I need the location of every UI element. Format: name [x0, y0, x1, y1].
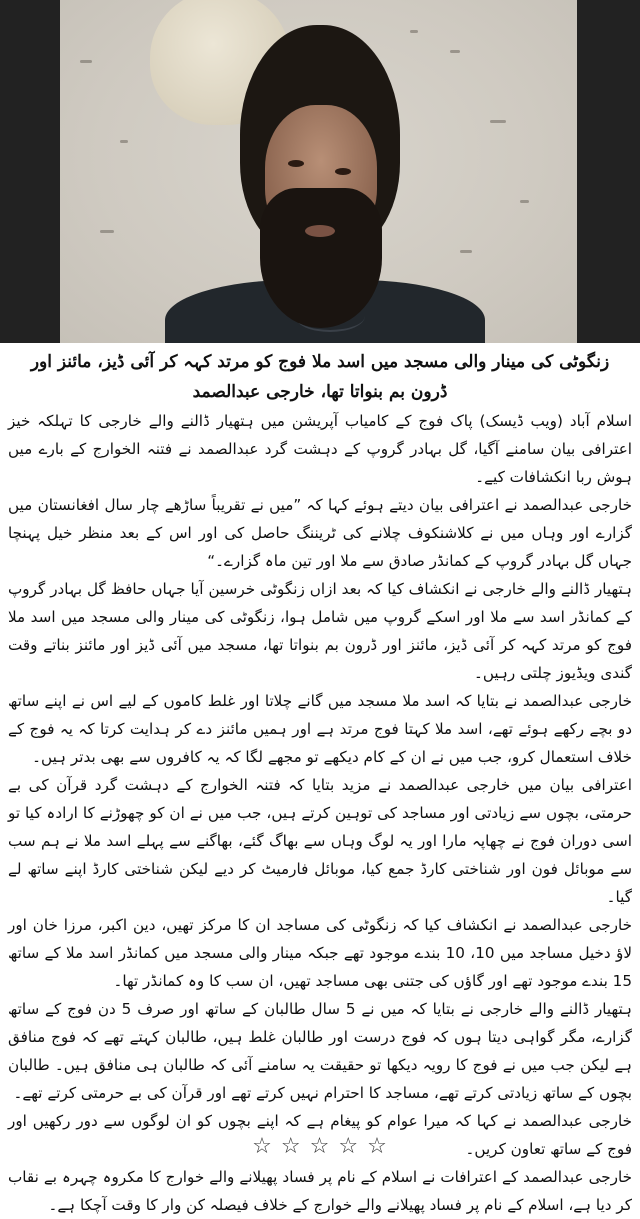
person-eye-left [288, 160, 304, 167]
wall-texture [80, 60, 92, 63]
wall-texture [520, 200, 529, 203]
article-paragraph: اعترافی بیان میں خارجی عبدالصمد نے مزید بتایا کہ فتنہ الخوارج کے دہشت گرد قرآن کی بے حرمتی، بچوں سے زیادتی اور مساجد کی توہین کرتے ہیں، جب میں نے ان کو چھوڑنے کا ارادہ کیا تو اسی دوران فوج نے چھاپہ مارا اور یہ لوگ وہاں سے بھاگ گئے، بھاگنے سے پہلے اسد ملا نے ہم سب سے موبائل فون اور شناختی کارڈ جمع کیا، موبائل فارمیٹ کر دیے لیکن شناختی کارڈ اپنے ساتھ لے گیا۔ [8, 776, 632, 906]
article-paragraph: خارجی عبدالصمد نے انکشاف کیا کہ زنگوٹی کی مساجد ان کا مرکز تھیں، دین اکبر، مرزا خان اور لاؤ دخیل مساجد میں 10، 10 بندے موجود تھے جبکہ مینار والی مسجد میں کمانڈر اسد ملا کے ساتھ 15 بندے موجود تھے اور گاؤں کی جتنی بھی مساجد تھیں، ان سب کا وہ کمانڈر تھا۔ [8, 916, 632, 990]
wall-texture [460, 250, 472, 253]
person-eye-right [335, 168, 351, 175]
rating-stars [0, 1134, 640, 1159]
star-outline-icon[interactable]: ☆ [338, 1134, 360, 1159]
wall-texture [100, 230, 114, 233]
wall-texture [410, 30, 418, 33]
article-paragraph: خارجی عبدالصمد کے اعترافات نے اسلام کے نام پر فساد پھیلانے والے خوارج کا مکروہ چہرہ بے نقاب کر دیا ہے، اسلام کے نام پر فساد پھیلانے والے خوارج کے خلاف فیصلہ کن وار کا وقت آچکا ہے۔ [8, 1168, 632, 1214]
hero-image [60, 0, 577, 343]
wall-texture [120, 140, 128, 143]
hero-image-frame [0, 0, 640, 343]
wall-texture [490, 120, 506, 123]
person-beard [260, 188, 382, 328]
article-paragraph: ہتھیار ڈالنے والے خارجی نے انکشاف کیا کہ بعد ازاں زنگوٹی خرسین آیا جہاں حافظ گل بہادر گروپ کے کمانڈر اسد سے ملا اور اسکے گروپ میں شامل ہوا، زنگوٹی کی مینار والی مسجد میں اسد ملا فوج کو مرتد کہہ کر آئی ڈیز، مائنز اور ڈرون بم بنواتا تھا، مسجد میں آئی ڈیز اور مائنز بناتے وقت گندی ویڈیوز چلتی رہیں۔ [8, 580, 632, 682]
article-paragraph: ہتھیار ڈالنے والے خارجی نے بتایا کہ میں نے 5 سال طالبان کے ساتھ اور صرف 5 دن فوج کے ساتھ گزارے، مگر گواہی دیتا ہوں کہ فوج درست اور طالبان غلط ہیں، طالبان کہتے تھے کہ فوج منافق ہے لیکن جب میں نے فوج کا رویہ دیکھا تو حقیقت یہ سامنے آئی کہ طالبان ہی منافق ہیں۔ طالبان بچوں کے ساتھ زیادتی کرتے تھے، مساجد کا احترام نہیں کرتے تھے اور قرآن کی بے حرمتی کرتے تھے۔ [8, 1000, 632, 1102]
news-article [0, 343, 640, 1219]
article-paragraph: خارجی عبدالصمد نے اعترافی بیان دیتے ہوئے کہا کہ ”میں نے تقریباً ساڑھے چار سال افغانستان میں گزارے اور وہاں میں نے کلاشنکوف چلانے کی ٹریننگ حاصل کی اور اس کے بعد منظر خیل پہنچا جہاں گل بہادر گروپ کے کمانڈر صادق سے ملا اور تین ماہ گزارے۔“ [8, 496, 632, 570]
article-paragraph: خارجی عبدالصمد نے بتایا کہ اسد ملا مسجد میں گانے چلاتا اور غلط کاموں کے لیے اس نے اپنے ساتھ دو بچے رکھے ہوئے تھے، اسد ملا کہتا فوج مرتد ہے اور ہمیں مائنز دے کر ہدایت کرتا کہ یہ فوج کے خلاف استعمال کرو، جب میں نے ان کے کام دیکھے تو مجھے لگا کہ یہ کافروں سے بھی بدتر ہیں۔ [8, 692, 632, 766]
article-headline: زنگوٹی کی مینار والی مسجد میں اسد ملا فوج کو مرتد کہہ کر آئی ڈیز، مائنز اور ڈرون بم بنواتا تھا، خارجی عبدالصمد [30, 352, 610, 402]
article-paragraph: خارجی عبدالصمد نے کہا کہ میرا عوام کو پیغام ہے کہ اپنے بچوں کو ان لوگوں سے دور رکھیں اور فوج کے ساتھ تعاون کریں۔ [8, 1112, 632, 1158]
star-outline-icon[interactable]: ☆ [367, 1134, 388, 1159]
star-outline-icon[interactable]: ☆ [252, 1134, 273, 1159]
star-outline-icon[interactable]: ☆ [309, 1134, 331, 1159]
wall-texture [450, 50, 460, 53]
person-mouth [305, 225, 335, 237]
article-paragraph: اسلام آباد (ویب ڈیسک) پاک فوج کے کامیاب آپریشن میں ہتھیار ڈالنے والے خارجی کا تہلکہ خیز اعترافی بیان سامنے آگیا، گل بہادر گروپ کے دہشت گرد عبدالصمد نے فتنہ الخوارج کے بارے میں ہوش ربا انکشافات کیے۔ [8, 412, 632, 486]
star-outline-icon[interactable]: ☆ [280, 1134, 302, 1159]
